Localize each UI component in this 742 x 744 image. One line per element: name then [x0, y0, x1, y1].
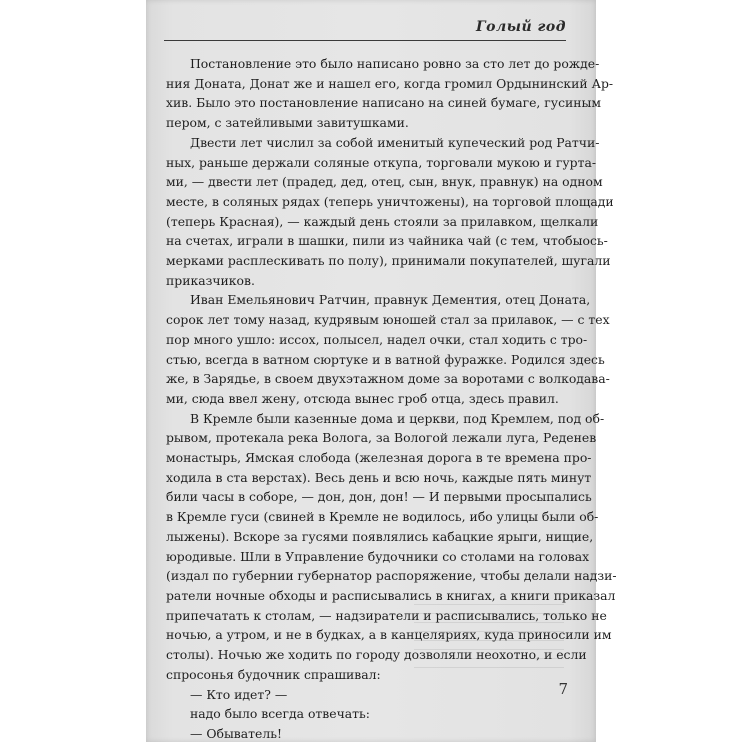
text-line: монастырь, Ямская слобода (железная дорога в те времена про-: [166, 450, 592, 466]
text-line: же, в Зарядье, в своем двухэтажном доме за воротами с волкодава-: [166, 371, 610, 387]
text-line: Двести лет числил за собой именитый купеческий род Ратчи-: [190, 134, 600, 150]
text-line: ми, сюда ввел жену, отсюда вынес гроб отца, здесь правил.: [166, 390, 559, 406]
text-line: (издал по губернии губернатор распоряжение, чтобы делали надзи-: [166, 568, 617, 584]
body-text: [166, 54, 617, 744]
text-line: столы). Ночью же ходить по городу дозволяли неохотно, и если: [166, 647, 587, 663]
text-line: пером, с затейливыми завитушками.: [166, 115, 409, 131]
text-line: сорок лет тому назад, кудрявым юношей стал за прилавок, — с тех: [166, 312, 610, 328]
text-line: приказчиков.: [166, 272, 255, 288]
text-line: месте, в соляных рядах (теперь уничтожены), на торговой площади: [166, 193, 614, 209]
running-title: Голый год: [476, 19, 566, 35]
text-line: рывом, протекала река Волога, за Вологой лежали луга, Реденев: [166, 430, 597, 446]
text-line: ратели ночные обходы и расписывались в книгах, а книги приказал: [166, 587, 616, 603]
text-line: лыжены). Вскоре за гусями появлялись кабацкие ярыги, нищие,: [166, 528, 594, 544]
text-line: спросонья будочник спрашивал:: [166, 666, 381, 682]
book-page: [146, 0, 617, 742]
text-line: В Кремле были казенные дома и церкви, под Кремлем, под об-: [190, 410, 605, 426]
text-line: хив. Было это постановление написано на синей бумаге, гусиным: [166, 95, 602, 111]
paragraph: [166, 54, 614, 133]
text-line: ночью, а утром, и не в будках, а в канцеляриях, куда приносили им: [166, 627, 612, 643]
text-line: стью, всегда в ватном сюртуке и в ватной фуражке. Родился здесь: [166, 351, 605, 367]
text-line: Постановление это было написано ровно за сто лет до рожде-: [190, 56, 600, 71]
header-rule: [164, 40, 566, 41]
text-line: (теперь Красная), — каждый день стояли за прилавком, щелкали: [166, 213, 599, 229]
page-number: 7: [558, 680, 568, 698]
text-line: юродивые. Шли в Управление будочники со столами на головах: [166, 548, 590, 564]
dialogue-line-question: — Кто идет? —: [190, 686, 288, 702]
text-line: Иван Емельянович Ратчин, правнук Дементия, отец Доната,: [190, 292, 591, 308]
text-line: ния Доната, Донат же и нашел его, когда громил Ордынинский Ар-: [166, 75, 614, 91]
text-line: пор много ушло: иссох, полысел, надел очки, стал ходить с тро-: [166, 331, 588, 347]
dialogue-line-answer: — Обыватель!: [190, 725, 282, 741]
paragraph: [166, 290, 610, 408]
text-line: припечатать к столам, — надзиратели и расписывались, только не: [166, 607, 607, 623]
paragraph: [166, 409, 617, 685]
text-line: ходила в ста верстах). Весь день и всю ночь, каждые пять минут: [166, 469, 592, 485]
text-line: били часы в соборе, — дон, дон, дон! — И первыми просыпались: [166, 489, 592, 505]
text-line: мерками расплескивать по полу), принимали покупателей, шугали: [166, 253, 611, 269]
paragraph: [166, 133, 614, 291]
text-line: ми, — двести лет (прадед, дед, отец, сын, внук, правнук) на одном: [166, 174, 603, 190]
text-line: ных, раньше держали соляные откупа, торговали мукою и гурта-: [166, 154, 597, 170]
text-line: на счетах, играли в шашки, пили из чайника чай (с тем, чтобыось-: [166, 233, 608, 249]
dialogue-line-instruction: надо было всегда отвечать:: [190, 706, 370, 722]
text-line: в Кремле гуси (свиней в Кремле не водилось, ибо улицы были об-: [166, 509, 599, 525]
